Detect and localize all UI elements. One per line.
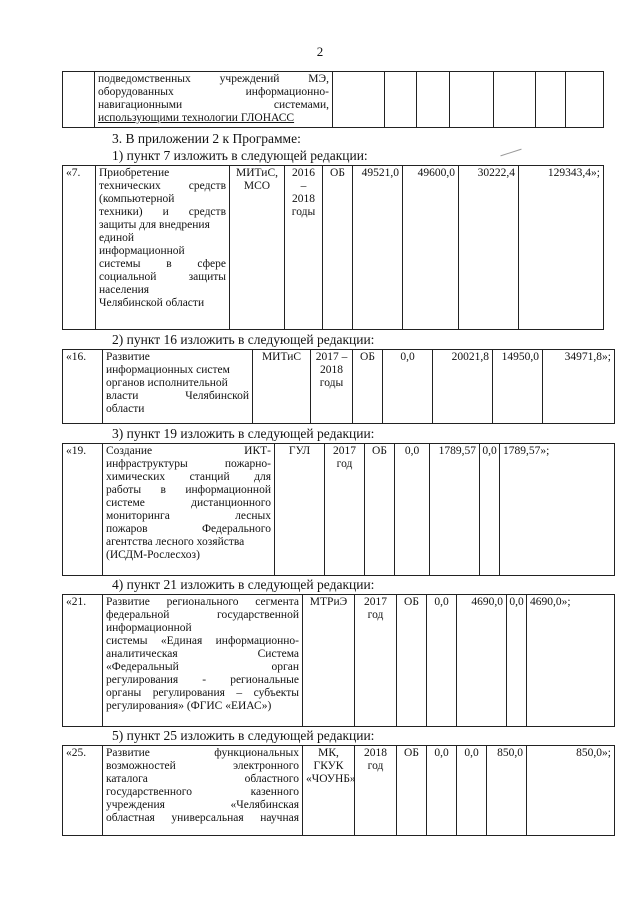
desc-line: (ИСДМ-Рослесхоз) (106, 549, 200, 561)
executor (303, 595, 355, 727)
desc-line: техники) и средств (99, 206, 226, 218)
desc-line: государственного казенного (106, 786, 299, 798)
source: ОБ (397, 595, 427, 727)
years (285, 166, 323, 330)
years-line: 2018 (292, 193, 315, 205)
executor (303, 746, 355, 836)
years-line: год (367, 609, 384, 621)
desc-line: учреждения «Челябинская (106, 799, 299, 811)
value-total: 34971,8»; (543, 350, 615, 424)
cell-empty (63, 72, 95, 128)
desc-line: Развитие (106, 351, 150, 363)
desc-line: органы регулирования – субъекты (106, 687, 299, 699)
executor-line: ГУЛ (288, 445, 311, 457)
item-heading-2: 2) пункт 16 изложить в следующей редакции: (112, 332, 375, 347)
desc-line: возможностей электронного (106, 760, 299, 772)
desc-line: власти Челябинской (106, 390, 249, 402)
item-heading-4: 4) пункт 21 изложить в следующей редакции: (112, 577, 375, 592)
desc-line: (компьютерной (99, 193, 175, 205)
item-description (103, 350, 253, 424)
years-line: 2017 (364, 596, 387, 608)
executor-line: МИТиС (261, 351, 302, 363)
desc-line: защиты для внедрения (99, 219, 210, 231)
desc-line: области (106, 403, 145, 415)
source: ОБ (365, 444, 395, 576)
years-line: 2017 – (315, 351, 348, 363)
desc-line: единой (99, 232, 135, 244)
item-description (96, 166, 230, 330)
years-line: годы (291, 206, 316, 218)
value-year2: 0,0 (457, 746, 487, 836)
cell-description (95, 72, 333, 128)
desc-line: информационной (99, 245, 185, 257)
executor-line: МИТиС, (236, 167, 278, 179)
value-total: 1789,57»; (500, 444, 615, 576)
value-year1: 49521,0 (353, 166, 403, 330)
item-heading-5: 5) пункт 25 изложить в следующей редакции: (112, 728, 375, 743)
executor-line: ГКУК (313, 760, 344, 772)
years (311, 350, 353, 424)
value-year1: 0,0 (427, 746, 457, 836)
section-heading: 3. В приложении 2 к Программе: (112, 131, 301, 146)
value-year3: 30222,4 (459, 166, 519, 330)
item-table-25 (62, 745, 615, 836)
desc-line: аналитическая Система (106, 648, 299, 660)
source: ОБ (353, 350, 383, 424)
years-line: 2016 – (292, 167, 315, 192)
desc-line: информационной (106, 622, 192, 634)
item-heading-3: 3) пункт 19 изложить в следующей редакции: (112, 426, 375, 441)
desc-line: регулирования - региональные (106, 674, 299, 686)
source: ОБ (397, 746, 427, 836)
source: ОБ (323, 166, 353, 330)
item-number: «7. (63, 166, 96, 330)
desc-line: Развитие регионального сегмента (106, 596, 299, 608)
item-description (103, 444, 275, 576)
value-year2: 20021,8 (433, 350, 493, 424)
value-year2: 49600,0 (403, 166, 459, 330)
page-number: 2 (316, 44, 324, 59)
years-line: 2018 (320, 364, 343, 376)
years (355, 746, 397, 836)
desc-line: органов исполнительной (106, 377, 228, 389)
value-year2: 4690,0 (457, 595, 507, 727)
desc-line: системы в сфере (99, 258, 226, 270)
continuation-table (62, 71, 604, 128)
desc-line: технических средств (99, 180, 226, 192)
desc-line: федеральной государственной (106, 609, 299, 621)
value-year3: 0,0 (507, 595, 527, 727)
years (355, 595, 397, 727)
item-number: «19. (63, 444, 103, 576)
desc-line: пожаров Федерального (106, 523, 271, 535)
years-line: 2018 (364, 747, 387, 759)
desc-line: подведомственных учреждений МЭ, (98, 73, 329, 85)
desc-line: информационных систем (106, 364, 230, 376)
executor-line: МТРиЭ (309, 596, 348, 608)
desc-line: использующими технологии ГЛОНАСС (98, 112, 295, 124)
item-number: «21. (63, 595, 103, 727)
desc-line: работы в информационной (106, 484, 271, 496)
value-total: 129343,4»; (519, 166, 604, 330)
desc-line: Челябинской области (99, 297, 205, 309)
desc-line: химических станций для (106, 471, 271, 483)
executor-line: МК, (318, 747, 339, 759)
desc-line: оборудованных информационно- (98, 86, 329, 98)
item-description (103, 746, 303, 836)
desc-line: социальной защиты (99, 271, 226, 283)
desc-line: Создание ИКТ- (106, 445, 271, 457)
value-year3: 14950,0 (493, 350, 543, 424)
executor-line: «ЧОУНБ» (306, 773, 356, 785)
desc-line: системы «Единая информационно- (106, 635, 299, 647)
years-line: годы (319, 377, 344, 389)
item-table-21 (62, 594, 615, 727)
desc-line: системе дистанционного (106, 497, 271, 509)
desc-line: Приобретение (99, 167, 170, 179)
years-line: год (336, 458, 353, 470)
desc-line: навигационными системами, (98, 99, 329, 111)
value-total: 850,0»; (527, 746, 615, 836)
executor (275, 444, 325, 576)
desc-line: инфраструктуры пожарно- (106, 458, 271, 470)
item-number: «25. (63, 746, 103, 836)
pen-mark (500, 149, 521, 157)
value-year3: 0,0 (480, 444, 500, 576)
years-line: год (367, 760, 384, 772)
item-number: «16. (63, 350, 103, 424)
desc-line: каталога областного (106, 773, 299, 785)
years (325, 444, 365, 576)
desc-line: населения (99, 284, 150, 296)
executor (230, 166, 285, 330)
value-year1: 0,0 (427, 595, 457, 727)
value-total: 4690,0»; (527, 595, 615, 727)
value-year1: 0,0 (383, 350, 433, 424)
desc-line: Развитие функциональных (106, 747, 299, 759)
desc-line: мониторинга лесных (106, 510, 271, 522)
desc-line: «Федеральный орган (106, 661, 299, 673)
value-year1: 0,0 (395, 444, 430, 576)
value-year2: 1789,57 (430, 444, 480, 576)
years-line: 2017 (333, 445, 356, 457)
item-heading-1: 1) пункт 7 изложить в следующей редакции: (112, 148, 368, 163)
item-table-16 (62, 349, 615, 424)
desc-line: агентства лесного хозяйства (106, 536, 245, 548)
item-description (103, 595, 303, 727)
executor (253, 350, 311, 424)
executor-line: МСО (243, 180, 271, 192)
item-table-7 (62, 165, 604, 330)
desc-line: областная универсальная научная (106, 812, 299, 824)
item-table-19 (62, 443, 615, 576)
desc-line: регулирования» (ФГИС «ЕИАС») (106, 700, 272, 712)
value-year3: 850,0 (487, 746, 527, 836)
